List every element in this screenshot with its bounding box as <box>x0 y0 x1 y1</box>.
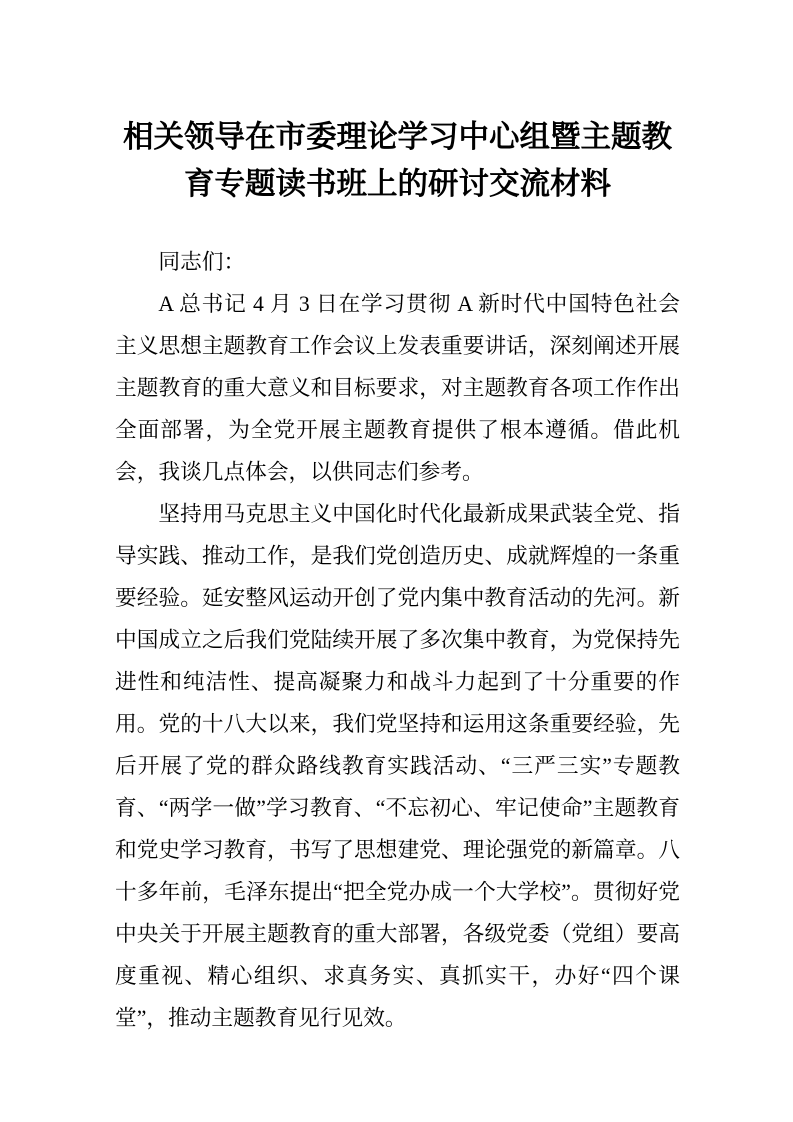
paragraph-intro: A 总书记 4 月 3 日在学习贯彻 A 新时代中国特色社会主义思想主题教育工作会议上发表重要讲话，深刻阐述开展主题教育的重大意义和目标要求，对主题教育各项工作作出全面部署，为全党开展主题教育提供了根本遵循。借此机会，我谈几点体会，以供同志们参考。 <box>115 292 680 484</box>
paragraph-body: 坚持用马克思主义中国化时代化最新成果武装全党、指导实践、推动工作，是我们党创造历史、成就辉煌的一条重要经验。延安整风运动开创了党内集中教育活动的先河。新中国成立之后我们党陆续开展了多次集中教育，为党保持先进性和纯洁性、提高凝聚力和战斗力起到了十分重要的作用。党的十八大以来，我们党坚持和运用这条重要经验，先后开展了党的群众路线教育实践活动、“三严三实”专题教育、“两学一做”学习教育、“不忘初心、牢记使命”主题教育和党史学习教育，书写了思想建党、理论强党的新篇章。八十多年前，毛泽东提出“把全党办成一个大学校”。贯彻好党中央关于开展主题教育的重大部署，各级党委（党组）要高度重视、精心组织、求真务实、真抓实干，办好“四个课堂”，推动主题教育见行见效。 <box>115 502 680 1030</box>
document-title: 相关领导在市委理论学习中心组暨主题教育专题读书班上的研讨交流材料 <box>123 120 672 201</box>
paragraph-salutation: 同志们： <box>158 250 246 274</box>
document-content <box>115 114 680 1039</box>
